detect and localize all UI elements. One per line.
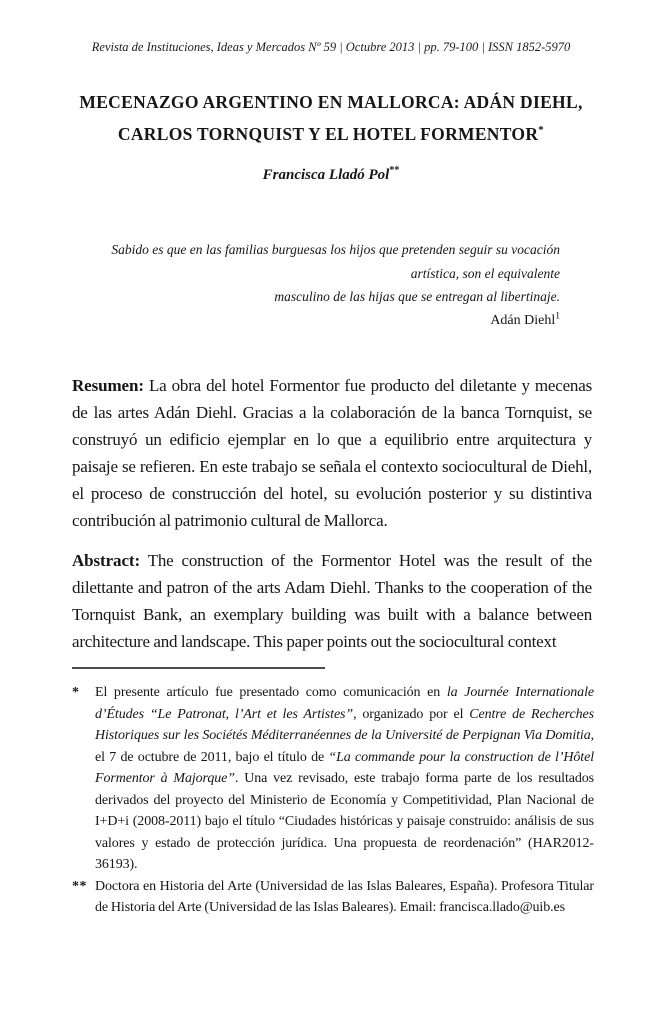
title-footnote-marker: *: [538, 124, 545, 137]
epigraph-attribution: [88, 309, 560, 333]
footnote-asterisk: [72, 682, 594, 876]
epigraph-footnote-number: 1: [555, 310, 560, 321]
epigraph-line-2: artística, son el equivalente: [410, 265, 560, 281]
epigraph: [88, 238, 560, 332]
article-title: [60, 86, 602, 150]
author-footnote-marker: **: [389, 165, 400, 176]
footnotes-section: [72, 682, 594, 919]
author-byline: [72, 166, 590, 184]
title-line-2-text: CARLOS TORNQUIST Y EL HOTEL FORMENTOR: [117, 124, 539, 144]
abstract-label: Abstract:: [72, 551, 141, 570]
author-name: Francisca Lladó Pol: [262, 167, 390, 183]
footnote-text-asterisk: El presente artículo fue presentado como comunicación en la Journée Internationale d’Études “Le Patronat, l’Art et les Artistes”, organizado por el Centre de Recherches Historiques sur les Sociétés Méditerranéennes de la Université de Perpignan Via Domitia, el 7 de octubre de 2011, bajo el título de “La commande pour la construction de l’Hôtel Formentor à Majorque”. Una vez revisado, este trabajo forma parte de los resultados derivados del proyecto del Ministerio de Economía y Competitividad, Plan Nacional de I+D+i (2008-2011) bajo el título “Ciudades históricas y paisaje construido: análisis de sus valores y estado de protección jurídica. Una propuesta de reordenación” (HAR2012-36193).: [95, 685, 594, 872]
epigraph-line-3: masculino de las hijas que se entregan al libertinaje.: [274, 289, 560, 304]
abstract-text: The construction of the Formentor Hotel was the result of the dilettante and patron of the arts Adam Diehl. Thanks to the cooperation of the Tornquist Bank, an exemplary building was built with a balance between architecture and landscape. This paper points out the sociocultural context: [72, 551, 592, 651]
footnote-double-asterisk: [72, 876, 594, 919]
resumen-label: Resumen:: [72, 376, 144, 395]
footnote-marker-asterisk: *: [72, 685, 80, 700]
epigraph-line-1: Sabido es que en las familias burguesas los hijos que pretenden seguir su vocación: [111, 242, 560, 257]
epigraph-attribution-name: Adán Diehl: [490, 312, 556, 328]
abstract-paragraph: [72, 547, 592, 655]
resumen-text: La obra del hotel Formentor fue producto del diletante y mecenas de las artes Adán Diehl. Gracias a la colaboración de la banca Tornquist, se construyó un edificio ejemplar en lo que a equilibrio entre arquitectura y paisaje se refieren. En este trabajo se señala el contexto sociocultural de Diehl, el proceso de construcción del hotel, su evolución posterior y su distintiva contribución al patrimonio cultural de Mallorca.: [72, 376, 592, 530]
footnote-divider: [72, 667, 325, 669]
footnote-text-double-asterisk: Doctora en Historia del Arte (Universidad de las Islas Baleares, España). Profesora Titular de Historia del Arte (Universidad de las Islas Baleares). Email: francisca.llado@uib.es: [95, 878, 594, 915]
footnote-marker-double-asterisk: **: [72, 878, 87, 894]
title-line-2: [60, 118, 602, 150]
title-line-1: MECENAZGO ARGENTINO EN MALLORCA: ADÁN DIEHL,: [79, 92, 583, 112]
journal-header: Revista de Instituciones, Ideas y Mercados Nº 59 | Octubre 2013 | pp. 79-100 | ISSN 1852-5970: [91, 40, 571, 54]
resumen-paragraph: [72, 372, 592, 534]
